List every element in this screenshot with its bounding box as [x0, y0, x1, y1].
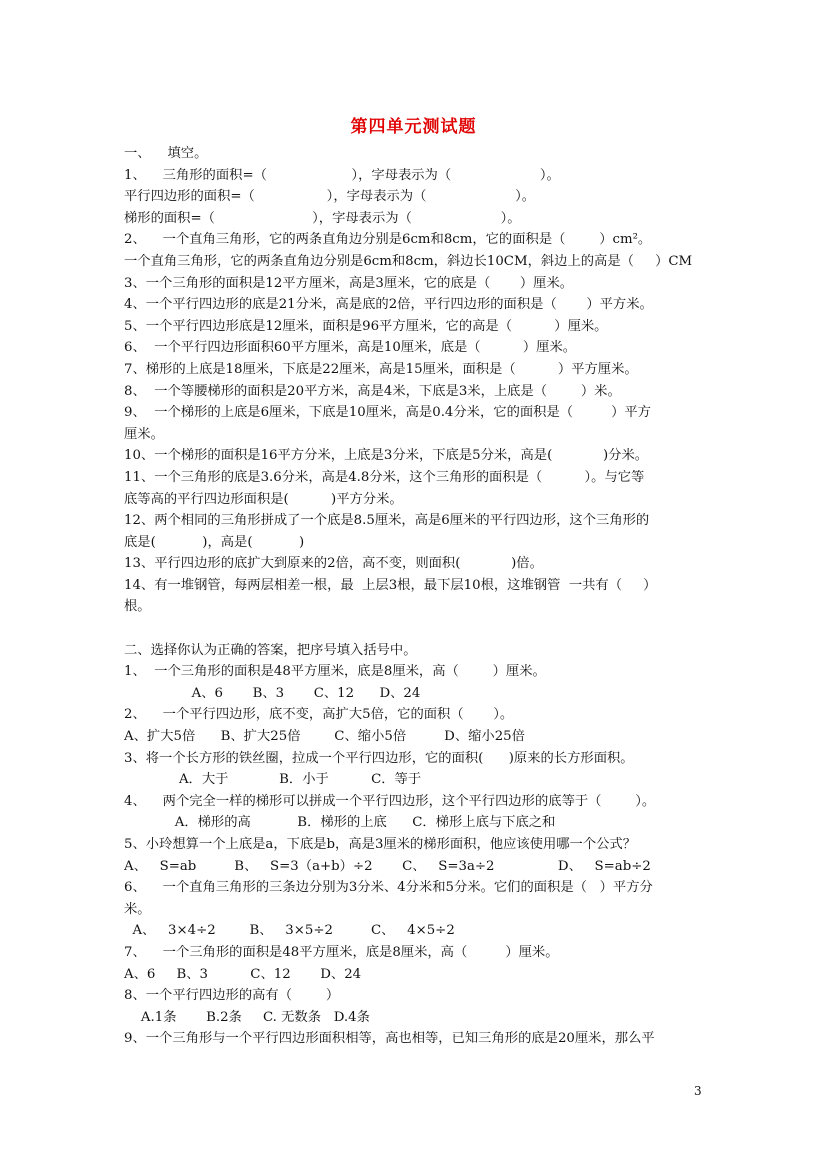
text-line: 1、 一个三角形的面积是48平方厘米，底是8厘米，高（ ）厘米。 [124, 664, 546, 680]
text-line: A．大于 B．小于 C．等于 [124, 772, 422, 788]
text-line: 3、将一个长方形的铁丝圈，拉成一个平行四边形，它的面积( )原来的长方形面积。 [124, 750, 634, 766]
text-line: A、6 B、3 C、12 D、24 [124, 966, 362, 982]
text-line: 根。 [124, 599, 151, 615]
page-title: 第四单元测试题 [350, 117, 477, 137]
text-line: A.1条 B.2条 C. 无数条 D.4条 [124, 1009, 370, 1025]
text-line: A．梯形的高 B．梯形的上底 C．梯形上底与下底之和 [124, 815, 556, 831]
text-line: 9、一个三角形与一个平行四边形面积相等，高也相等，已知三角形的底是20厘米，那么平 [124, 1031, 655, 1047]
text-line: 10、一个梯形的面积是16平方分米，上底是3分米，下底是5分米，高是( )分米。 [124, 448, 649, 464]
text-line: A、 S=ab B、 S=3（a+b）÷2 C、 S=3a÷2 D、 S=ab÷2 [124, 858, 651, 874]
text-line: A、 3×4÷2 B、 3×5÷2 C、 4×5÷2 [124, 923, 455, 939]
text-line: 9、 一个梯形的上底是6厘米，下底是10厘米，高是0.4分米，它的面积是（ ）平方 [124, 405, 651, 421]
text-line: 2、 一个直角三角形，它的两条直角边分别是6cm和8cm，它的面积是（ ）cm²。 [124, 232, 652, 248]
text-line: 13、平行四边形的底扩大到原来的2倍，高不变，则面积( )倍。 [124, 556, 543, 572]
text-line: 5、一个平行四边形底是12厘米，面积是96平方厘米，它的高是（ ）厘米。 [124, 318, 608, 334]
text-line: 7、 一个三角形的面积是48平方厘米，底是8厘米，高（ ）厘米。 [124, 944, 559, 960]
text-line: 一、 填空。 [124, 146, 208, 161]
text-line: 底是( )，高是( ) [124, 534, 305, 550]
text-line: 12、两个相同的三角形拼成了一个底是8.5厘米，高是6厘米的平行四边形，这个三角形的 [124, 513, 650, 529]
text-line: 11、一个三角形的底是3.6分米，高是4.8分米，这个三角形的面积是（ ）。与它等 [124, 469, 645, 485]
text-line: 底等高的平行四边形面积是( )平方分米。 [124, 491, 403, 507]
text-line: 4、一个平行四边形的底是21分米，高是底的2倍，平行四边形的面积是（ ）平方米。 [124, 297, 653, 313]
text-line: 6、 一个直角三角形的三条边分别为3分米、4分米和5分米。它们的面积是（ ）平方分 [124, 880, 653, 896]
page-number: 3 [694, 1084, 702, 1098]
text-line: A、6 B、3 C、12 D、24 [124, 685, 421, 701]
text-line: 4、 两个完全一样的梯形可以拼成一个平行四边形，这个平行四边形的底等于（ ）。 [124, 793, 656, 809]
document-body [124, 143, 724, 1050]
text-line: 14、有一堆钢管，每两层相差一根，最 上层3根，最下层10根，这堆钢管 一共有（ ） [124, 577, 657, 593]
text-line: 8、 一个等腰梯形的面积是20平方米，高是4米，下底是3米，上底是（ ）米。 [124, 383, 621, 399]
text-line: 米。 [124, 901, 151, 917]
text-line: 3、一个三角形的面积是12平方厘米，高是3厘米，它的底是（ ）厘米。 [124, 275, 574, 291]
text-line: A、扩大5倍 B、扩大25倍 C、缩小5倍 D、缩小25倍 [124, 729, 525, 745]
text-line: 二、选择你认为正确的答案，把序号填入括号中。 [124, 642, 417, 658]
text-line: 6、 一个平行四边形面积60平方厘米，高是10厘米，底是（ ）厘米。 [124, 340, 577, 356]
text-line: 8、一个平行四边形的高有（ ） [124, 988, 340, 1004]
text-line: 梯形的面积=（ ），字母表示为（ ）。 [124, 210, 521, 226]
text-line: 7、梯形的上底是18厘米，下底是22厘米，高是15厘米，面积是（ ）平方厘米。 [124, 361, 638, 377]
text-line: 5、小玲想算一个上底是a，下底是b，高是3厘米的梯形面积，他应该使用哪一个公式？ [124, 837, 637, 852]
text-line: 一个直角三角形，它的两条直角边分别是6cm和8cm，斜边长10CM，斜边上的高是（ ）CM [124, 253, 693, 269]
text-line: 2、 一个平行四边形，底不变，高扩大5倍，它的面积（ ）。 [124, 707, 514, 723]
blank-line [124, 618, 724, 640]
text-line: 1、 三角形的面积=（ ），字母表示为（ ）。 [124, 167, 560, 183]
text-line: 厘米。 [124, 426, 164, 442]
text-line: 平行四边形的面积=（ ），字母表示为（ ）。 [124, 189, 536, 205]
